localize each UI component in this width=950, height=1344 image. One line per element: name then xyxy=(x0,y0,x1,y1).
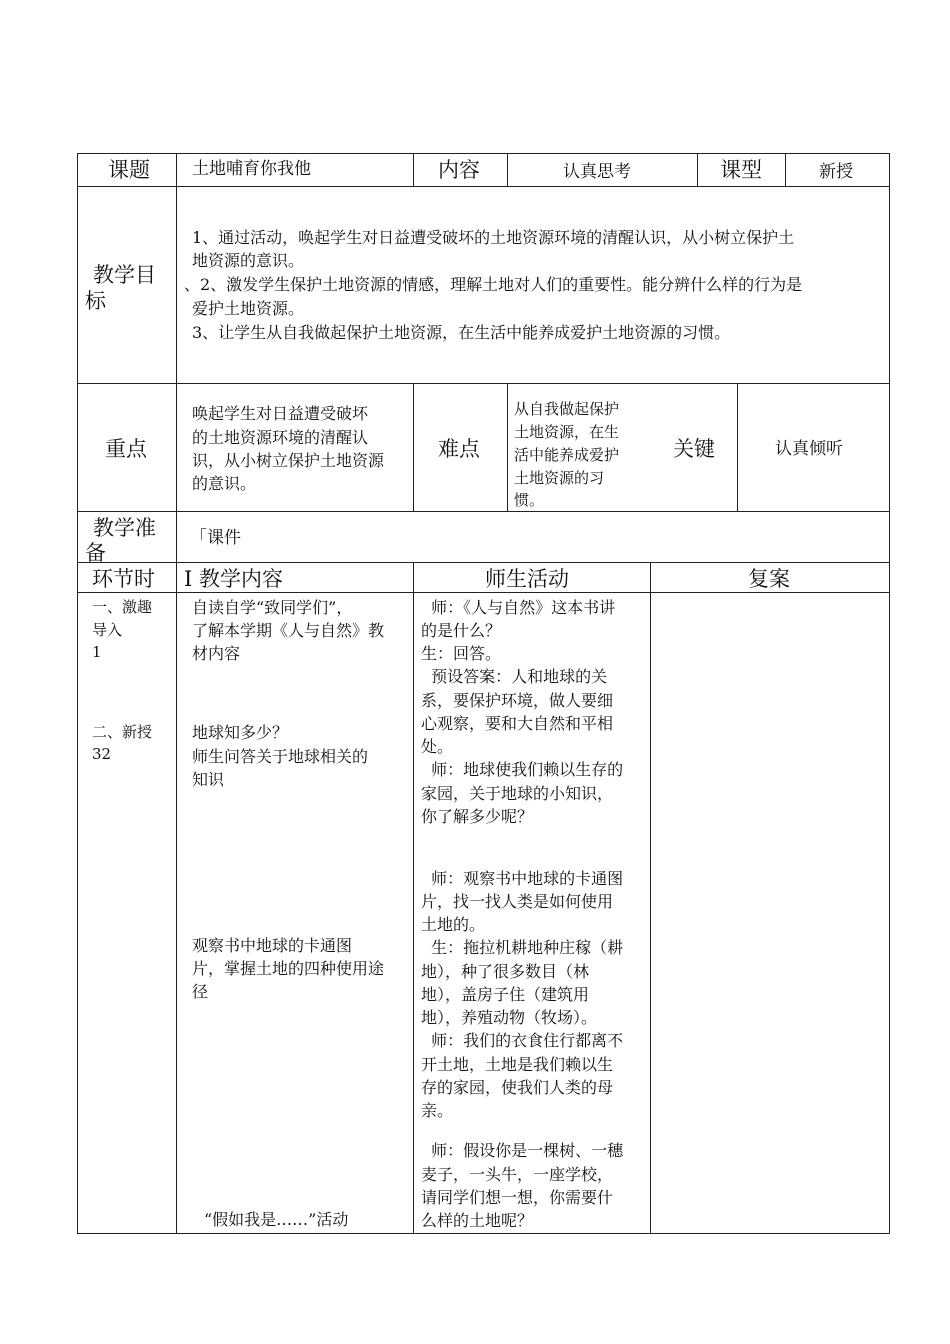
difficult-line: 从自我做起保护 xyxy=(514,400,620,418)
activity-line: 师：《人与自然》这本书讲 xyxy=(421,598,616,617)
key-line: 识，从小树立保护土地资源 xyxy=(192,451,385,470)
critical-value: 认真倾听 xyxy=(775,439,843,459)
activity-line: 师：假设你是一棵树、一穗 xyxy=(421,1141,624,1160)
section-line: 二、新授 xyxy=(92,723,153,741)
content-line: 地球知多少？ xyxy=(192,723,289,742)
difficult-line: 惯。 xyxy=(514,491,545,509)
activity-line: 么样的土地呢？ xyxy=(421,1211,534,1230)
goal-line: 爱护土地资源。 xyxy=(192,299,305,318)
activity-line: 地），盖房子住（建筑用 xyxy=(421,985,590,1004)
section-line: 32 xyxy=(92,745,112,763)
goals-label-line1: 教学目 xyxy=(93,263,156,287)
content-block-4: “假如我是……”活动 xyxy=(204,1210,349,1229)
activity-line: 师：我们的衣食住行都离不 xyxy=(421,1031,624,1050)
activity-line: 系，要保护环境，做人要细 xyxy=(421,691,614,710)
content-value: 认真思考 xyxy=(563,162,631,182)
activity-line: 生：拖拉机耕地种庄稼（耕 xyxy=(421,938,624,957)
key-label: 重点 xyxy=(105,437,147,461)
activity-line: 心观察，要和大自然和平相 xyxy=(421,714,614,733)
prep-label-line1: 教学准 xyxy=(93,516,156,540)
difficult-line: 土地资源，在生 xyxy=(514,423,620,441)
type-label: 课型 xyxy=(720,158,762,182)
difficult-line: 活中能养成爱护 xyxy=(514,446,620,464)
activity-line: 生：回答。 xyxy=(421,644,502,663)
activity-line: 预设答案：人和地球的关 xyxy=(421,667,608,686)
goal-line: 地资源的意识。 xyxy=(192,251,305,270)
goal-line: 3、让学生从自我做起保护土地资源，在生活中能养成爱护土地资源的习惯。 xyxy=(192,323,731,342)
activity-line: 你了解多少呢？ xyxy=(421,807,534,826)
content-line: 了解本学期《人与自然》教 xyxy=(192,621,385,640)
goals-label-line2: 标 xyxy=(85,289,106,313)
col-header-section: 环节时 xyxy=(92,567,155,591)
activity-line: 家园，关于地球的小知识， xyxy=(421,784,614,803)
topic-value: 土地哺育你我他 xyxy=(192,159,311,179)
key-line: 的意识。 xyxy=(192,474,257,493)
activity-line: 地），种了很多数目（林 xyxy=(421,962,590,981)
prep-value: 「课件 xyxy=(190,528,241,548)
activity-line: 亲。 xyxy=(421,1101,454,1120)
prep-label-line2: 备 xyxy=(85,541,106,562)
section-line: 一、激趣 xyxy=(92,598,153,616)
key-line: 的土地资源环境的清醒认 xyxy=(192,428,369,447)
activity-line: 请同学们想一想，你需要什 xyxy=(421,1188,614,1207)
activity-line: 师：地球使我们赖以生存的 xyxy=(421,760,624,779)
activity-line: 地），养殖动物（牧场）。 xyxy=(421,1008,598,1027)
col-header-activity: 师生活动 xyxy=(485,567,569,591)
content-line: 自读自学“致同学们”， xyxy=(192,598,353,617)
activity-line: 土地的。 xyxy=(421,915,486,934)
topic-label: 课题 xyxy=(108,158,150,182)
activity-line: 存的家园，使我们人类的母 xyxy=(421,1078,614,1097)
activity-line: 片，找一找人类是如何使用 xyxy=(421,892,614,911)
content-line: 师生问答关于地球相关的 xyxy=(192,747,369,766)
activity-line: 开土地，土地是我们赖以生 xyxy=(421,1055,614,1074)
goal-line: 、2、激发学生保护土地资源的情感，理解土地对人们的重要性。能分辨什么样的行为是 xyxy=(184,275,803,294)
goal-line: 1、通过活动，唤起学生对日益遭受破坏的土地资源环境的清醒认识，从小树立保护土 xyxy=(192,228,795,247)
critical-label: 关键 xyxy=(673,437,715,461)
content-line: 片，掌握土地的四种使用途 xyxy=(192,959,385,978)
activity-line: 处。 xyxy=(421,737,454,756)
content-line: 径 xyxy=(192,982,209,1001)
section-line: 1 xyxy=(92,643,102,661)
key-line: 唤起学生对日益遭受破坏 xyxy=(192,404,369,423)
content-line: 材内容 xyxy=(192,644,241,663)
content-line: 知识 xyxy=(192,770,225,789)
activity-line: 师：观察书中地球的卡通图 xyxy=(421,869,624,888)
difficult-line: 土地资源的习 xyxy=(514,469,605,487)
difficult-label: 难点 xyxy=(438,437,480,461)
activity-line: 麦子，一头牛，一座学校， xyxy=(421,1165,614,1184)
col-header-content: I 教学内容 xyxy=(184,567,283,591)
type-value: 新授 xyxy=(819,162,853,182)
section-line: 导入 xyxy=(92,621,123,639)
content-label: 内容 xyxy=(438,158,480,182)
col-header-review: 复案 xyxy=(748,567,790,591)
content-line: 观察书中地球的卡通图 xyxy=(192,936,353,955)
activity-line: 的是什么？ xyxy=(421,621,502,640)
